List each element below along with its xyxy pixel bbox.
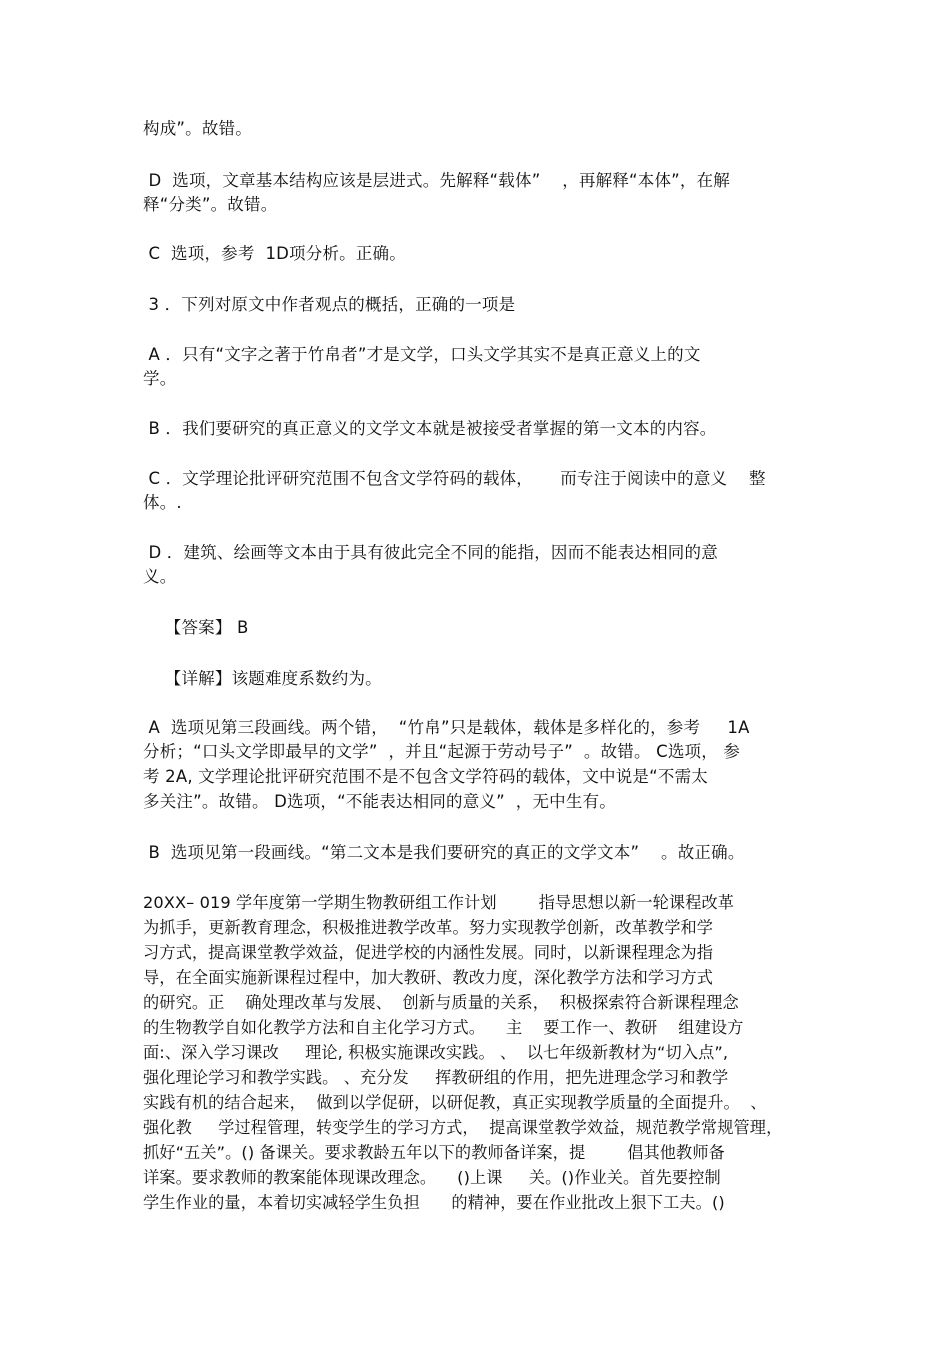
plan-text-line: 强化教 学过程管理，转变学生的学习方式， 提高课堂教学效益，规范教学常规管理， — [143, 1118, 783, 1137]
explanation-line: 分析；“口头文学即最早的文学” ，并且“起源于劳动号子” 。故错。 C选项， 参 — [143, 742, 741, 761]
choice-c-line: C ．文学理论批评研究范围不包含文学符码的载体， 而专注于阅读中的意义 整 — [143, 469, 766, 488]
plan-text-line: 为抓手，更新教育理念，积极推进教学改革。努力实现教学创新，改革教学和学 — [143, 918, 714, 937]
question-3-stem: 3 ．下列对原文中作者观点的概括，正确的一项是 — [143, 295, 516, 314]
option-c-explanation-line: C 选项，参考 1D项分析。正确。 — [143, 244, 406, 263]
choice-d-line: D ．建筑、绘画等文本由于具有彼此完全不同的能指，因而不能表达相同的意 — [143, 543, 718, 562]
plan-text-line: 学生作业的量，本着切实减轻学生负担 的精神，要在作业批改上狠下工夫。() — [143, 1193, 725, 1212]
text-line: 构成”。故错。 — [143, 119, 252, 138]
text-line: 义。 — [143, 567, 177, 586]
explanation-line: 多关注”。故错。 D选项，“不能表达相同的意义” ，无中生有。 — [143, 792, 616, 811]
plan-text-line: 强化理论学习和教学实践。 、充分发 挥教研组的作用，把先进理念学习和教学 — [143, 1068, 729, 1087]
plan-text-line: 的研究。正 确处理改革与发展、 创新与质量的关系， 积极探索符合新课程理念 — [143, 993, 739, 1012]
plan-text-line: 实践有机的结合起来， 做到以学促研，以研促教，真正实现教学质量的全面提升。 、 — [143, 1093, 767, 1112]
choice-a-line: A ．只有“文字之著于竹帛者”才是文学，口头文学其实不是真正意义上的文 — [143, 345, 701, 364]
plan-text-line: 详案。要求教师的教案能体现课改理念。 ()上课 关。()作业关。首先要控制 — [143, 1168, 721, 1187]
text-line: 学。 — [143, 369, 177, 388]
option-d-explanation-line: D 选项，文章基本结构应该是层进式。先解释“载体” ，再解释“本体”，在解 — [143, 171, 731, 190]
explanation-line: 考 2A, 文学理论批评研究范围不是不包含文学符码的载体，文中说是“不需太 — [143, 767, 708, 786]
explanation-line: A 选项见第三段画线。两个错， “竹帛”只是载体，载体是多样化的，参考 1A — [143, 718, 750, 737]
plan-text-line: 习方式，提高课堂教学效益，促进学校的内涵性发展。同时，以新课程理念为指 — [143, 943, 714, 962]
plan-text-line: 的生物教学自如化教学方法和自主化学习方式。 主 要工作一、教研 组建设方 — [143, 1018, 744, 1037]
explanation-line: B 选项见第一段画线。“第二文本是我们要研究的真正的文学文本” 。故正确。 — [143, 843, 745, 862]
plan-text-line: 面:、深入学习课改 理论, 积极实施课改实践。 、 以七年级新教材为“切入点”, — [143, 1043, 729, 1062]
text-line: 体。. — [143, 493, 182, 512]
explanation-label: 【详解】该题难度系数约为。 — [143, 669, 382, 688]
plan-text-line: 抓好“五关”。() 备课关。要求教龄五年以下的教师备详案，提 倡其他教师备 — [143, 1143, 725, 1162]
plan-text-line: 导，在全面实施新课程过程中，加大教研、教改力度，深化教学方法和学习方式 — [143, 968, 714, 987]
answer-label: 【答案】 B — [143, 618, 249, 637]
text-line: 释“分类”。故错。 — [143, 195, 278, 214]
plan-title-line: 20XX– 019 学年度第一学期生物教研组工作计划 指导思想以新一轮课程改革 — [143, 893, 735, 912]
choice-b-line: B ．我们要研究的真正意义的文学文本就是被接受者掌握的第一文本的内容。 — [143, 419, 717, 438]
